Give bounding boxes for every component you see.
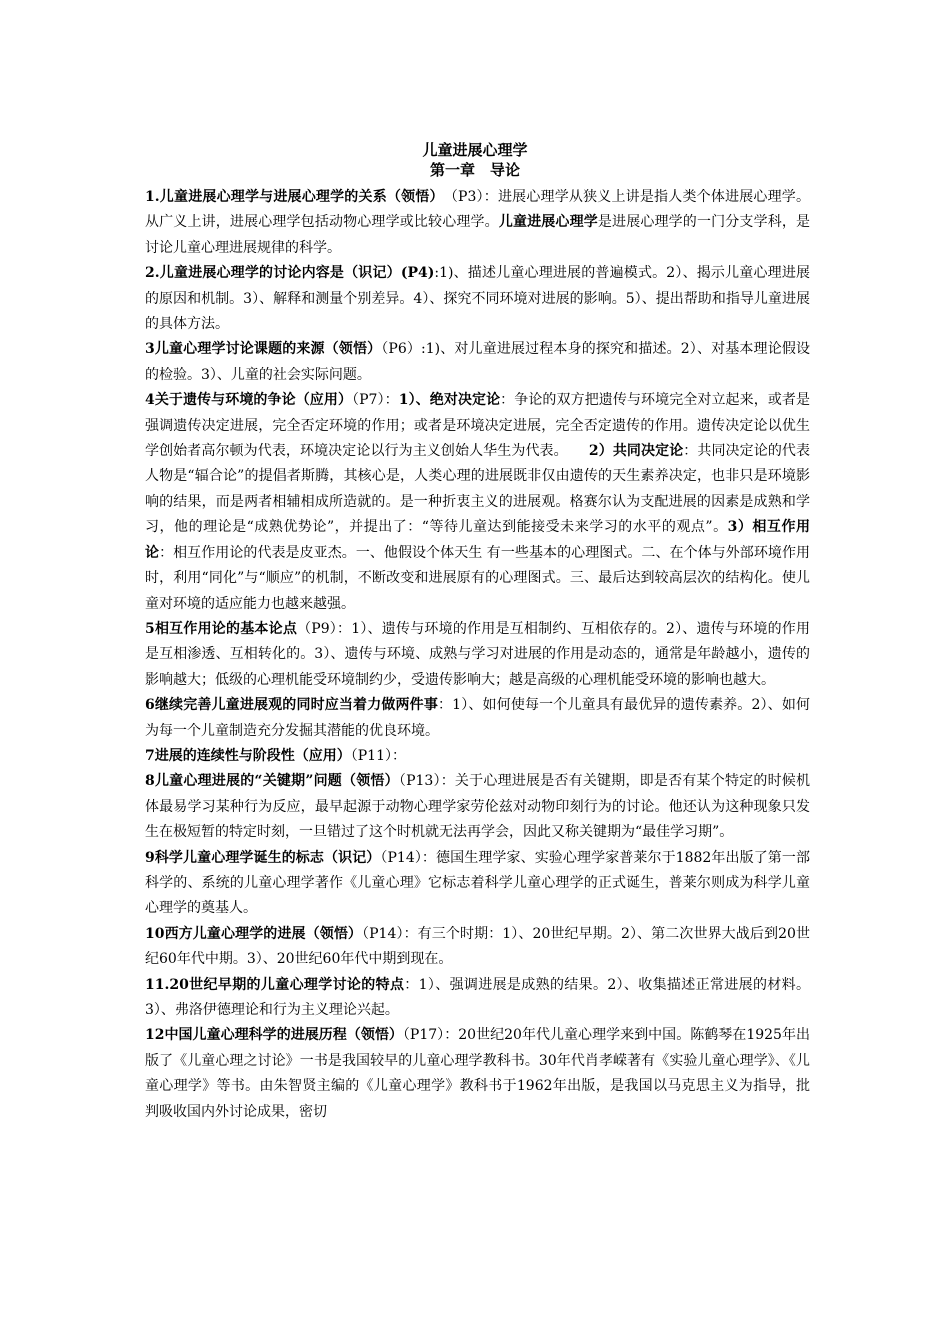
chapter-title: 第一章 导论 <box>429 161 520 179</box>
heading-text: 1.儿童进展心理学与进展心理学的关系（领悟） <box>145 189 437 205</box>
heading-text: 9科学儿童心理学诞生的标志（识记） <box>145 849 381 866</box>
heading-text: 12中国儿童心理科学的进展历程（领悟） <box>145 1027 403 1044</box>
paragraph-4 <box>145 388 810 617</box>
body-text: （P17）：20世纪20年代儿童心理学来到中国。陈鹤琴在1925年出版了《儿童心理之讨论》一书是我国较早的儿童心理学教科书。30年代肖孝嵘著有《实验儿童心理学》、《儿童心理学》等书。由朱智贤主编的《儿童心理学》教科书于1962年出版，是我国以马克思主义为指导，批判吸收国内外讨论成果，密切 <box>145 1027 810 1120</box>
heading-text: 7进展的连续性与阶段性（应用） <box>145 747 351 764</box>
paragraph-10 <box>145 922 810 973</box>
paragraph-1 <box>145 185 810 261</box>
document-body <box>145 185 810 1125</box>
body-text: 是进展心理学的一门分支学科，是讨论儿童心理进展规律的科学。 <box>145 214 811 256</box>
body-text: （P6）:1)、对儿童进展过程本身的探究和描述。2）、对基本理论假设的检验。3）、儿童的社会实际问题。 <box>145 341 810 383</box>
heading-text: 2.儿童进展心理学的讨论内容是（识记）(P4) <box>145 265 435 282</box>
paragraph-5 <box>145 617 810 693</box>
paragraph-2 <box>145 261 810 337</box>
body-text: ：1）、如何使每一个儿童具有最优异的遗传素养。2）、如何为每一个儿童制造充分发掘其潜能的优良环境。 <box>145 697 810 739</box>
heading-text: 5相互作用论的基本论点 <box>145 620 298 637</box>
heading-text: 3儿童心理学讨论课题的来源（领悟） <box>145 341 382 358</box>
heading-text: 8儿童心理进展的“关键期”问题（领悟） <box>145 773 399 790</box>
document-title: 儿童进展心理学 <box>422 141 528 159</box>
body-text: :1)、描述儿童心理进展的普遍模式。2）、揭示儿童心理进展的原因和机制。3）、解释和测量个别差异。4）、探究不同环境对进展的影响。5）、提出帮助和指导儿童进展的具体方法。 <box>145 265 810 333</box>
paragraph-11 <box>145 973 810 1024</box>
body-text: （P9）：1）、遗传与环境的作用是互相制约、互相依存的。2）、遗传与环境的作用是互相渗透、互相转化的。3）、遗传与环境、成熟与学习对进展的作用是动态的，通常是年龄越小，遗传的影响越大；低级的心理机能受环境制约少，受遗传影响大；越是高级的心理机能受环境的影响也越大。 <box>145 620 810 688</box>
body-text: ：1）、强调进展是成熟的结果。2）、收集描述正常进展的材料。3）、弗洛伊德理论和行为主义理论兴起。 <box>145 976 810 1018</box>
body-text: ：争论的双方把遗传与环境完全对立起来，或者是强调遗传决定进展，完全否定环境的作用；或者是环境决定进展，完全否定遗传的作用。遗传决定论以优生学创始者高尔顿为代表，环境决定论以行为主义创始人华生为代表。 <box>145 392 810 460</box>
body-text: ：相互作用论的代表是皮亚杰。一、他假设个体天生 有一些基本的心理图式。二、在个体与外部环境作用时，利用“同化”与“顺应”的机制，不断改变和进展原有的心理图式。三、最后达到较高层次的结构化。使儿童对环境的适应能力也越来越强。 <box>145 544 811 612</box>
heading-text: 2）共同决定论 <box>588 443 684 460</box>
paragraph-3 <box>145 337 810 388</box>
paragraph-8 <box>145 769 810 845</box>
heading-text: 1）、绝对决定论 <box>398 392 501 409</box>
paragraph-12 <box>145 1023 810 1125</box>
body-text: ：共同决定论的代表人物是“辐合论”的提倡者斯腾，其核心是，人类心理的进展既非仅由遗传的天生素养决定，也非只是环境影响的结果，而是两者相辅相成所造就的。是一种折衷主义的进展观。格赛尔认为支配进展的因素是成熟和学习，他的理论是“成熟优势论”，并提出了：“等待儿童达到能接受未来学习的水平的观点”。 <box>145 443 811 536</box>
heading-text: 11.20世纪早期的儿童心理学讨论的特点 <box>145 976 405 993</box>
heading-text: 10西方儿童心理学的进展（领悟） <box>145 925 363 942</box>
heading-text: 3）相互作用论 <box>145 519 810 561</box>
heading-text: 4关于遗传与环境的争论（应用） <box>145 392 353 409</box>
body-text: （P13）：关于心理进展是否有关键期，即是否有某个特定的时候机体最易学习某种行为反应，最早起源于动物心理学家劳伦兹对动物印刻行为的讨论。他还认为这种现象只发生在极短暂的特定时刻，一旦错过了这个时机就无法再学会，因此又称关键期为“最佳学习期”。 <box>145 773 810 841</box>
title-block <box>0 140 950 180</box>
body-text: （P11）： <box>350 747 406 764</box>
paragraph-9 <box>145 846 810 922</box>
body-text: （P14）：有三个时期：1）、20世纪早期。2）、第二次世界大战后到20世纪60年代中期。3）、20世纪60年代中期到现在。 <box>145 925 810 968</box>
body-text: （P7）： <box>352 392 399 409</box>
heading-text: 6继续完善儿童进展观的同时应当着力做两件事 <box>145 697 438 714</box>
paragraph-6 <box>145 693 810 744</box>
body-text: （P14）：德国生理学家、实验心理学家普莱尔于1882年出版了第一部科学的、系统的儿童心理学著作《儿童心理》它标志着科学儿童心理学的正式诞生，普莱尔则成为科学儿童心理学的奠基人。 <box>145 849 810 917</box>
body-text: （P3）：进展心理学从狭义上讲是指人类个体进展心理学。从广义上讲，进展心理学包括动物心理学或比较心理学。 <box>145 189 810 231</box>
heading-text: 儿童进展心理学 <box>498 214 598 231</box>
paragraph-7 <box>145 744 810 769</box>
